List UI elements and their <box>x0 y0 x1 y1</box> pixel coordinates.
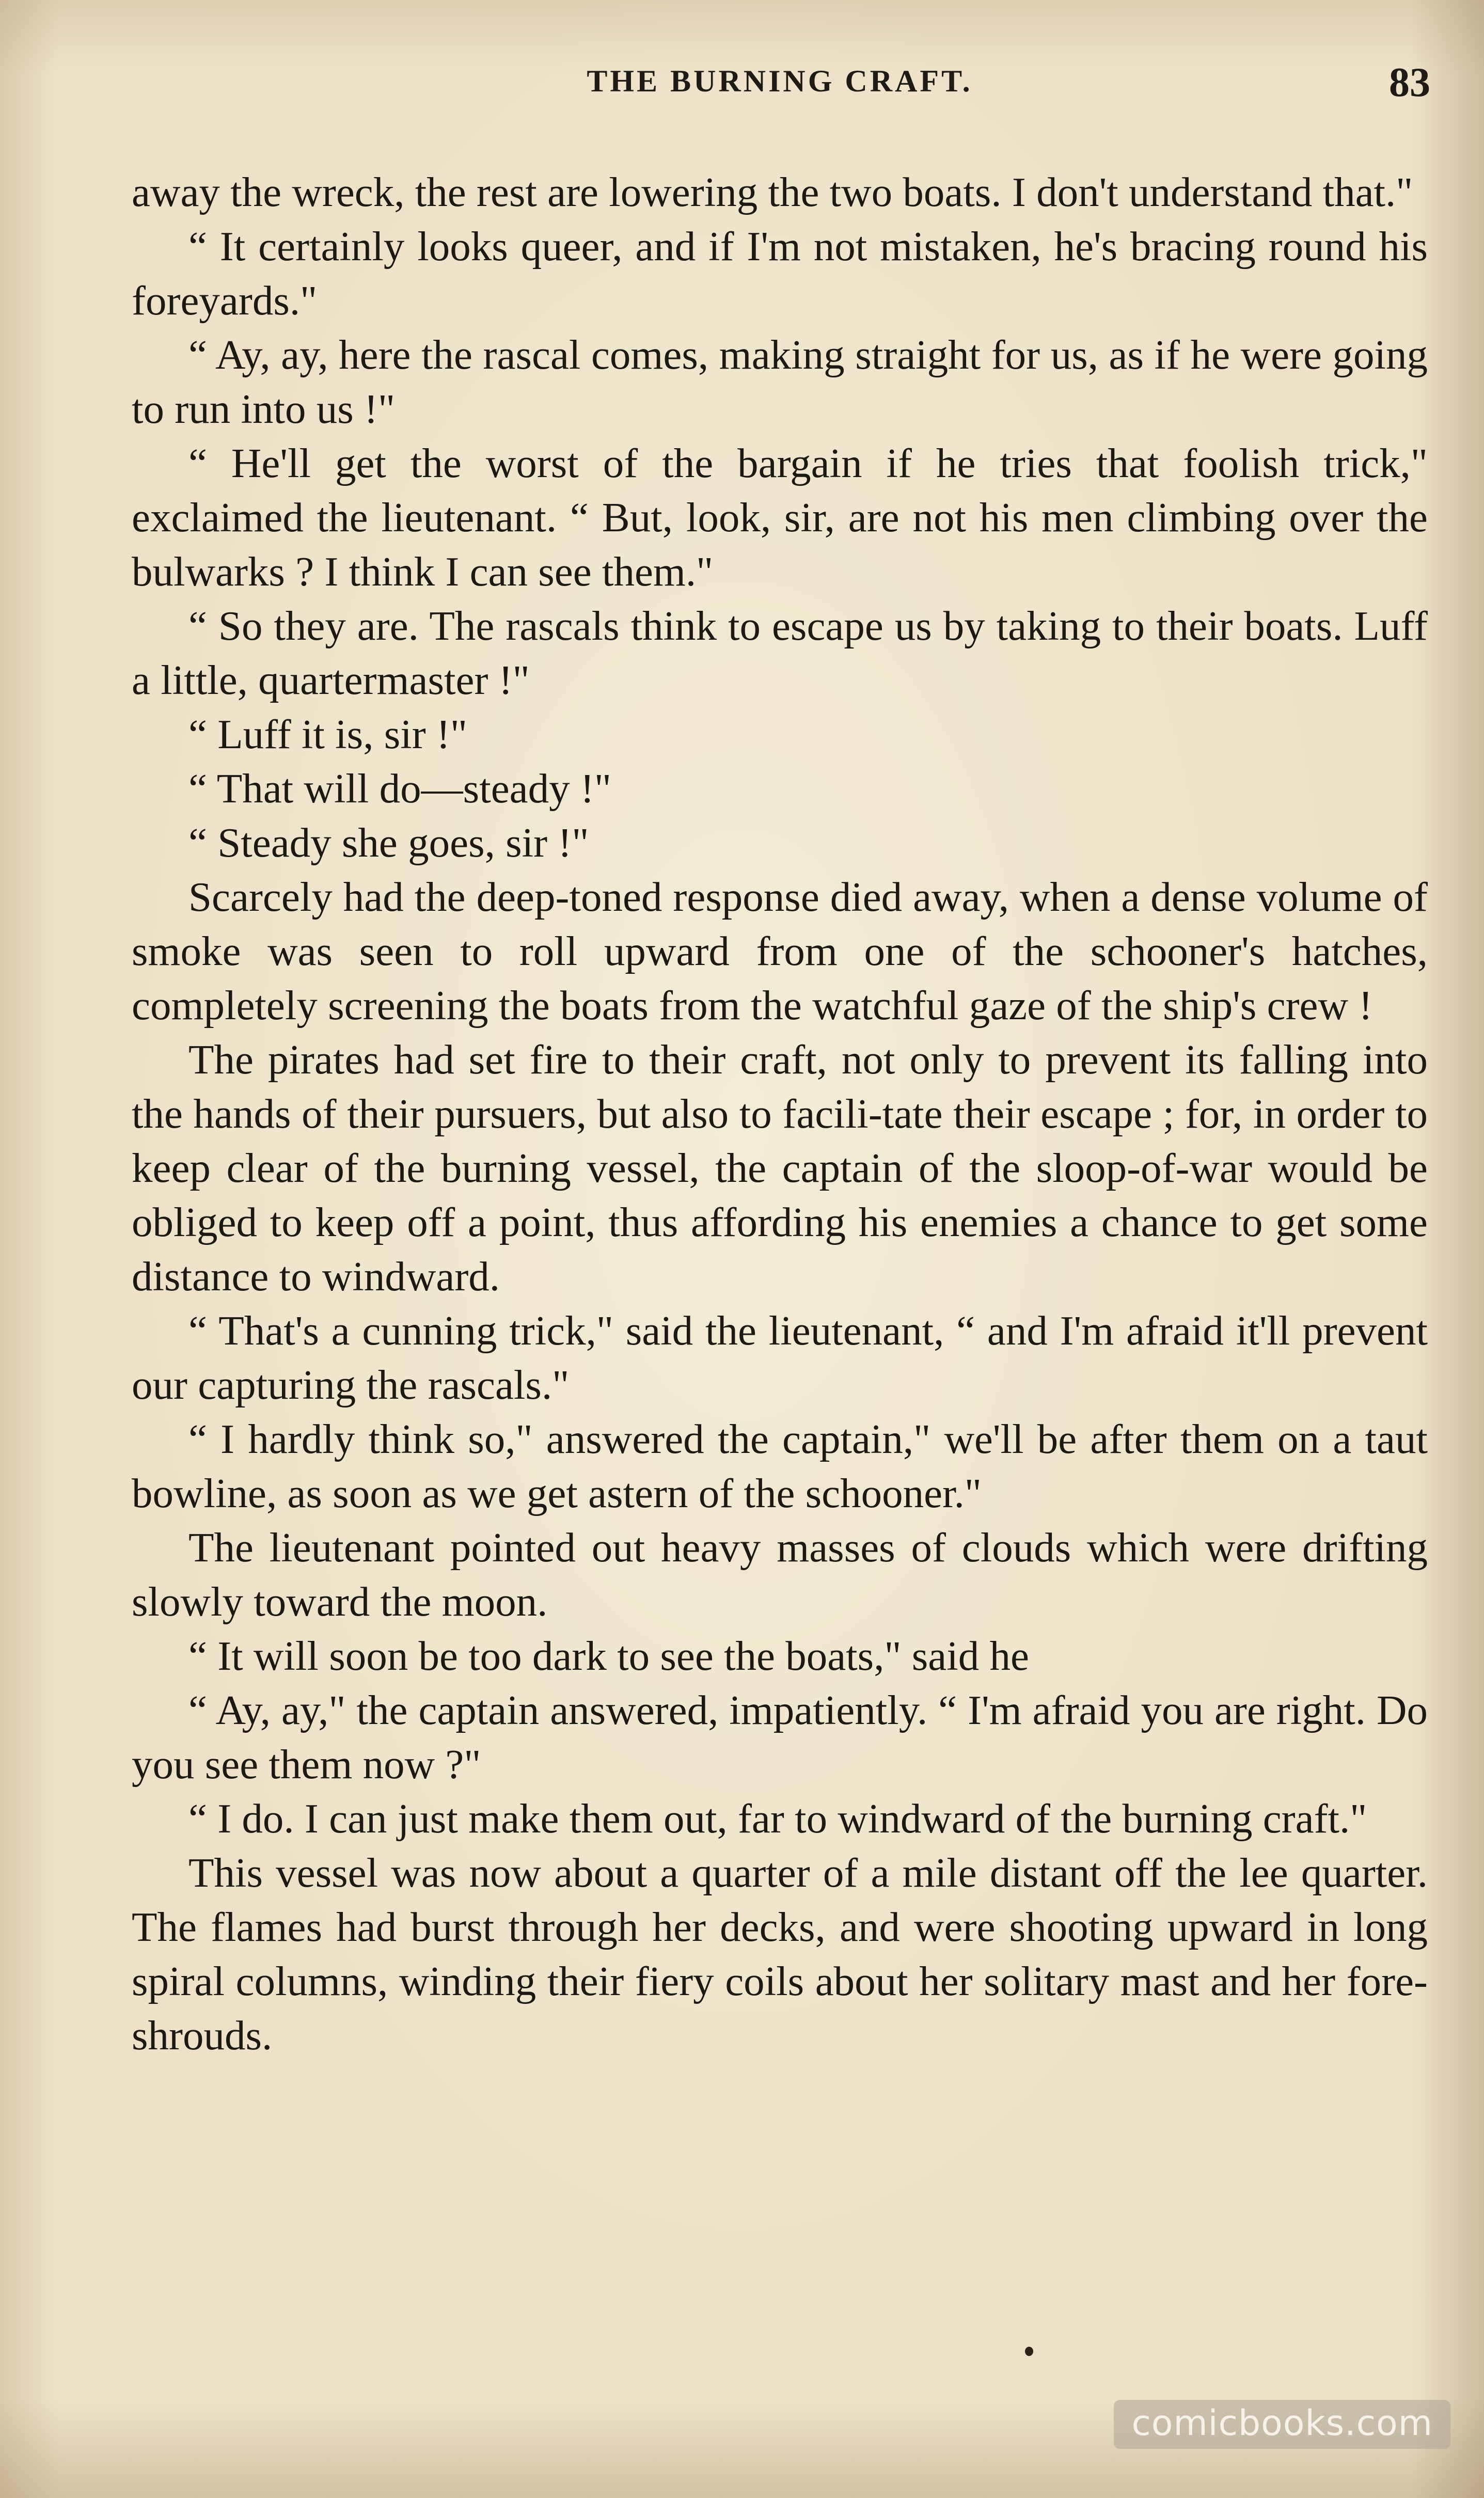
paragraph-2: “ It certainly looks queer, and if I'm not mistaken, he's bracing round his foreyards." <box>132 223 1428 324</box>
watermark: comicbooks.com <box>1114 2400 1450 2449</box>
paragraph-3: “ Ay, ay, here the rascal comes, making straight for us, as if he were going to run into us !" <box>132 331 1428 432</box>
running-header <box>129 59 1430 116</box>
page-number: 83 <box>1389 60 1430 105</box>
body-text <box>132 165 1428 2063</box>
paragraph-6: “ Luff it is, sir !" <box>188 711 467 757</box>
paragraph-16: “ I do. I can just make them out, far to windward of the burning craft." <box>188 1795 1367 1842</box>
paragraph-9: Scarcely had the deep-toned response died away, when a dense volume of smoke was seen to roll upward from one of the schooner's hatches, completely screening the boats from the watchful gaze of the ship's crew ! <box>132 874 1428 1029</box>
paragraph-14: “ It will soon be too dark to see the boats," said he <box>188 1633 1029 1679</box>
paragraph-12: “ I hardly think so," answered the captain," we'll be after them on a taut bowline, as soon as we get astern of the schooner." <box>132 1416 1428 1516</box>
paragraph-11: “ That's a cunning trick," said the lieutenant, “ and I'm afraid it'll prevent our capturing the rascals." <box>132 1307 1428 1408</box>
paragraph-8: “ Steady she goes, sir !" <box>188 819 589 866</box>
paragraph-4: “ He'll get the worst of the bargain if he tries that foolish trick," exclaimed the lieutenant. “ But, look, sir, are not his men climbing over the bulwarks ? I think I can see them." <box>132 440 1428 595</box>
paragraph-13: The lieutenant pointed out heavy masses of clouds which were drifting slowly toward the moon. <box>132 1524 1428 1625</box>
paragraph-1: away the wreck, the rest are lowering the two boats. I don't understand that." <box>132 169 1413 215</box>
running-title: THE BURNING CRAFT. <box>587 64 973 98</box>
paragraph-10: The pirates had set fire to their craft, not only to prevent its falling into the hands of their pursuers, but also to facili-tate their escape ; for, in order to keep clear of the burning vessel, the captain of the sloop-of-war would be obliged to keep off a point, thus affording his enemies a chance to get some distance to windward. <box>132 1036 1428 1300</box>
ink-speck <box>1025 2347 1033 2356</box>
paragraph-5: “ So they are. The rascals think to escape us by taking to their boats. Luff a little, quartermaster !" <box>132 603 1428 703</box>
paragraph-15: “ Ay, ay," the captain answered, impatiently. “ I'm afraid you are right. Do you see them now ?" <box>132 1687 1428 1788</box>
paragraph-7: “ That will do—steady !" <box>188 765 611 812</box>
paragraph-17: This vessel was now about a quarter of a mile distant off the lee quarter. The flames had burst through her decks, and were shooting upward in long spiral columns, winding their fiery coils about her solitary mast and her fore-shrouds. <box>132 1849 1428 2059</box>
